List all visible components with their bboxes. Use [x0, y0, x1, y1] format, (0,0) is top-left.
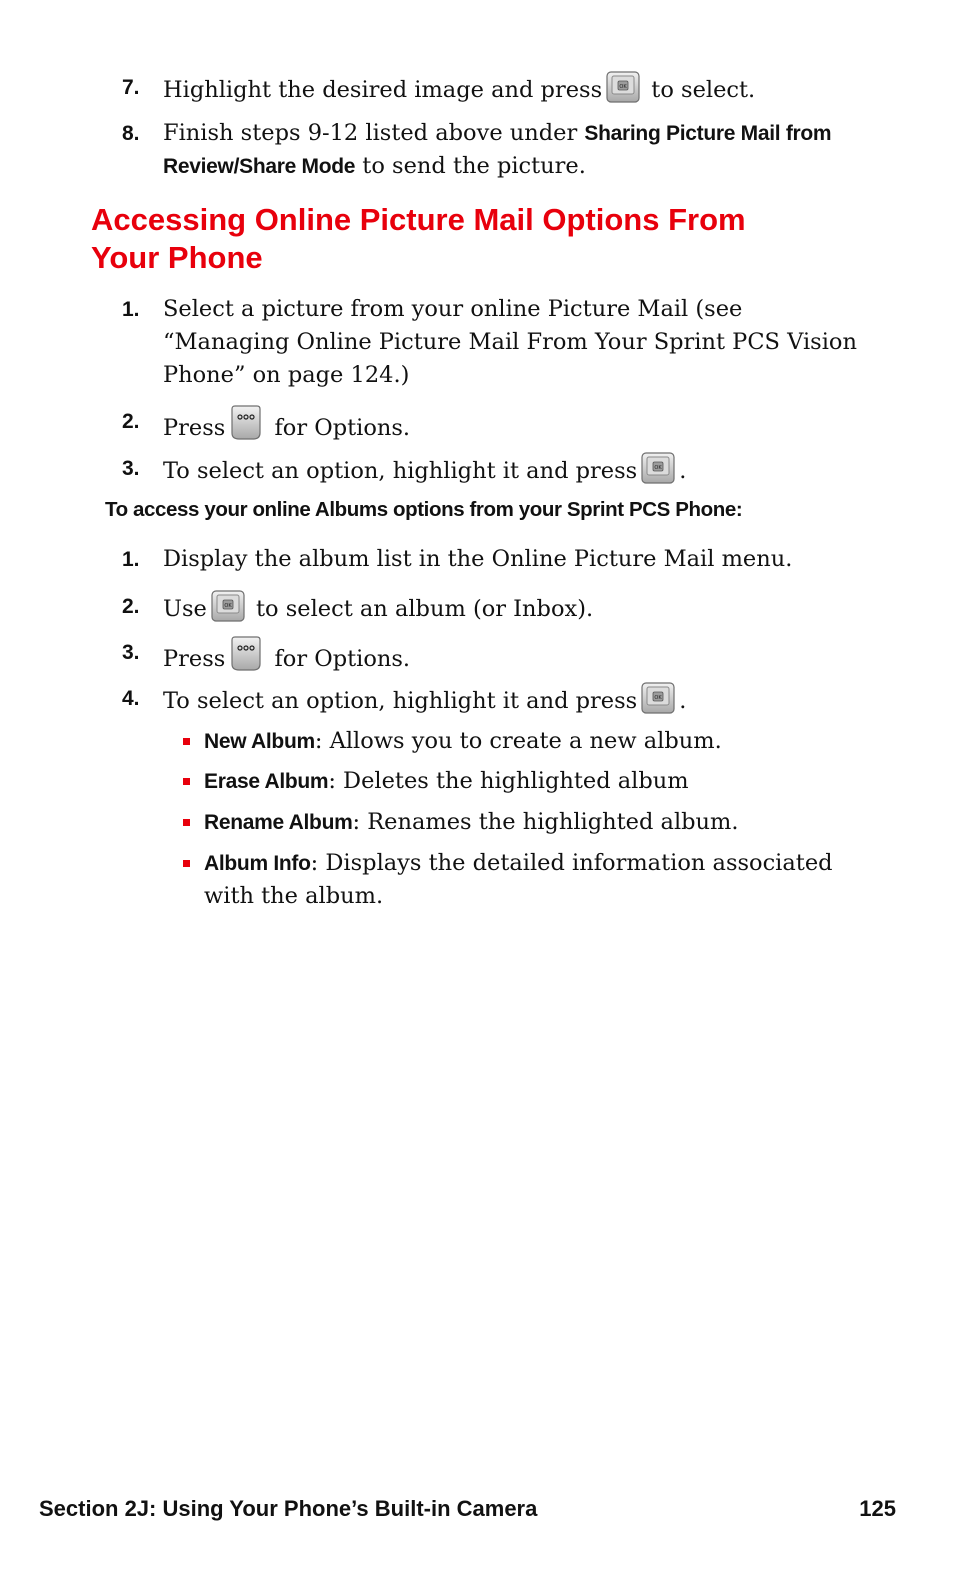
- menu-key-icon: [229, 636, 263, 672]
- heading-line-2: Your Phone: [91, 240, 263, 275]
- step-text: Press: [163, 646, 226, 672]
- step-text-after: for Options.: [267, 415, 411, 441]
- step-number: 4.: [122, 687, 140, 710]
- nav-key-icon: [211, 590, 245, 622]
- option-term: Album Info: [204, 852, 311, 875]
- step-text-after: to send the picture.: [355, 153, 586, 179]
- option-term: Rename Album: [204, 811, 353, 834]
- bullet-marker: [183, 860, 190, 867]
- step-text: Highlight the desired image and press: [163, 77, 603, 103]
- bullet-marker: [183, 738, 190, 745]
- page-number: 125: [859, 1496, 896, 1521]
- bullet-marker: [183, 778, 190, 785]
- step-text-after: for Options.: [267, 646, 411, 672]
- step-number: 3.: [122, 641, 140, 664]
- procedure-subheading: To access your online Albums options from your Sprint PCS Phone:: [105, 498, 743, 521]
- step-text-after: .: [679, 688, 687, 714]
- section-heading: [91, 201, 851, 277]
- step-text: Display the album list in the Online Picture Mail menu.: [163, 546, 793, 572]
- step-number: 1.: [122, 548, 140, 571]
- heading-line-1: Accessing Online Picture Mail Options From: [91, 202, 746, 237]
- ok-key-icon: [606, 71, 640, 103]
- option-term: New Album: [204, 730, 315, 753]
- step-number: 1.: [122, 298, 140, 321]
- ok-key-icon: [641, 452, 675, 484]
- step-text: Press: [163, 415, 226, 441]
- step-text: Use: [163, 596, 207, 622]
- option-description: : Displays the detailed information associated with the album.: [204, 850, 833, 909]
- section-reference: Sharing Picture Mail from Review/Share Mode: [163, 122, 832, 178]
- step-text: Finish steps 9-12 listed above under: [163, 120, 585, 146]
- step-number: 2.: [122, 410, 140, 433]
- ok-key-icon: [641, 682, 675, 714]
- option-description: : Allows you to create a new album.: [314, 728, 722, 754]
- option-description: : Deletes the highlighted album: [328, 768, 689, 794]
- step-text-after: .: [679, 458, 687, 484]
- bullet-marker: [183, 819, 190, 826]
- step-number: 2.: [122, 595, 140, 618]
- step-number: 3.: [122, 457, 140, 480]
- step-text: To select an option, highlight it and press: [163, 688, 638, 714]
- step-text: To select an option, highlight it and press: [163, 458, 638, 484]
- step-text: Select a picture from your online Picture Mail (see “Managing Online Picture Mail From Your Sprint PCS Vision Phone” on page 124.): [163, 296, 857, 388]
- footer-section-title: Section 2J: Using Your Phone’s Built-in Camera: [39, 1496, 538, 1521]
- step-number: 7.: [122, 76, 140, 99]
- step-number: 8.: [122, 122, 140, 145]
- option-description: : Renames the highlighted album.: [352, 809, 739, 835]
- step-text-after: to select.: [644, 77, 756, 103]
- menu-key-icon: [229, 405, 263, 441]
- step-text-after: to select an album (or Inbox).: [248, 596, 594, 622]
- option-term: Erase Album: [204, 770, 329, 793]
